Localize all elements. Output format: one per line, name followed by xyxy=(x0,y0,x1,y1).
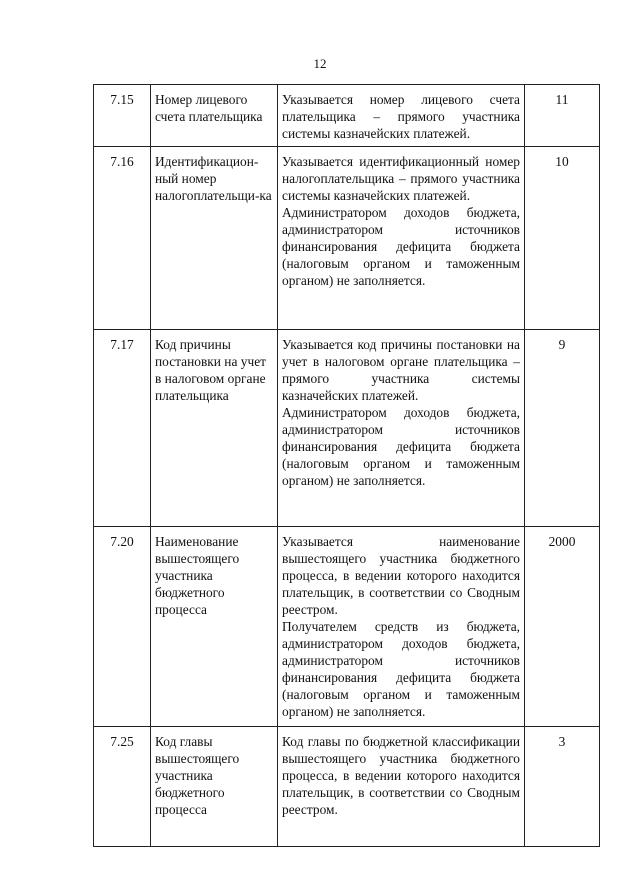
table-row xyxy=(94,147,600,330)
field-length: 10 xyxy=(525,147,600,330)
field-description xyxy=(278,727,525,847)
field-name: Наименование вышестоящего участника бюджетного процесса xyxy=(151,527,278,727)
field-description xyxy=(278,85,525,147)
description-paragraph: Код главы по бюджетной классификации вышестоящего участника бюджетного процесса, в ведении которого находится плательщик, в соответствии со Сводным реестром. xyxy=(282,734,520,817)
row-number: 7.16 xyxy=(94,147,151,330)
field-name: Код главы вышестоящего участника бюджетного процесса xyxy=(151,727,278,847)
field-description xyxy=(278,147,525,330)
description-paragraph: Указывается номер лицевого счета плательщика – прямого участника системы казначейских платежей. xyxy=(282,92,520,141)
description-paragraph: Получателем средств из бюджета, администратором доходов бюджета, администратором источников финансирования дефицита бюджета (налоговым органом и таможенным органом) не заполняется. xyxy=(282,619,520,719)
row-number: 7.17 xyxy=(94,330,151,527)
field-name: Номер лицевого счета плательщика xyxy=(151,85,278,147)
field-length: 2000 xyxy=(525,527,600,727)
field-length: 9 xyxy=(525,330,600,527)
description-paragraph: Указывается идентификационный номер налогоплательщика – прямого участника системы казначейских платежей. xyxy=(282,154,520,203)
description-paragraph: Указывается наименование вышестоящего участника бюджетного процесса, в ведении которого находится плательщик, в соответствии со Сводным реестром. xyxy=(282,534,520,617)
table-row xyxy=(94,330,600,527)
field-length: 11 xyxy=(525,85,600,147)
field-name: Код причины постановки на учет в налоговом органе плательщика xyxy=(151,330,278,527)
row-number: 7.20 xyxy=(94,527,151,727)
field-name: Идентификацион-ный номер налогоплательщи-ка xyxy=(151,147,278,330)
requisites-table xyxy=(93,84,600,847)
description-paragraph: Указывается код причины постановки на учет в налоговом органе плательщика – прямого участника системы казначейских платежей. xyxy=(282,337,520,403)
description-paragraph: Администратором доходов бюджета, администратором источников финансирования дефицита бюджета (налоговым органом и таможенным органом) не заполняется. xyxy=(282,405,520,488)
page-number: 12 xyxy=(313,56,327,71)
description-paragraph: Администратором доходов бюджета, администратором источников финансирования дефицита бюджета (налоговым органом и таможенным органом) не заполняется. xyxy=(282,205,520,288)
row-number: 7.25 xyxy=(94,727,151,847)
field-description xyxy=(278,330,525,527)
table-row xyxy=(94,527,600,727)
table-row xyxy=(94,85,600,147)
table-row xyxy=(94,727,600,847)
field-description xyxy=(278,527,525,727)
field-length: 3 xyxy=(525,727,600,847)
row-number: 7.15 xyxy=(94,85,151,147)
